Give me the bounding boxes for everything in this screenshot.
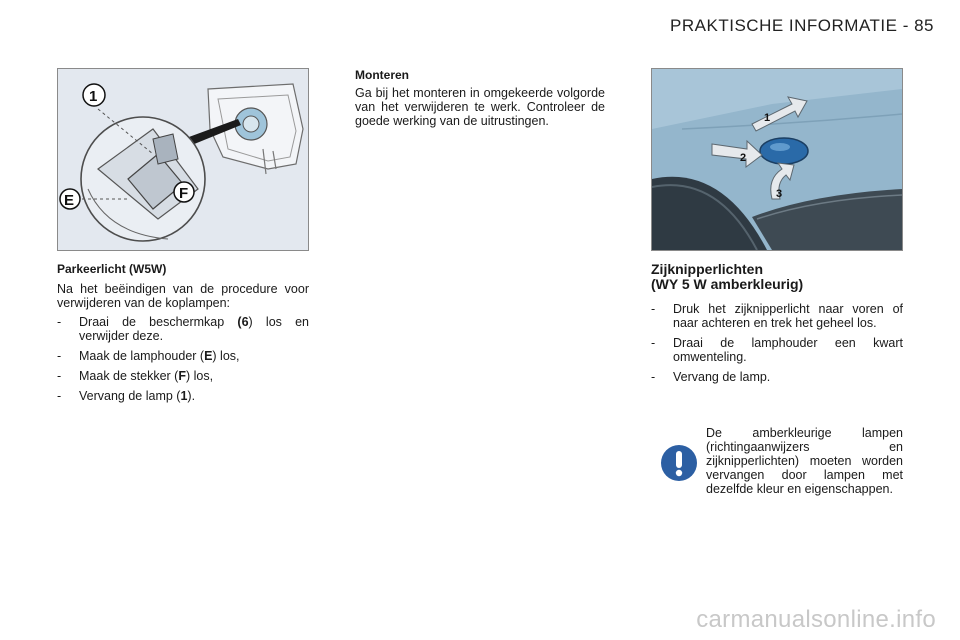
side-indicator-section	[651, 262, 903, 390]
callout-e: E	[64, 192, 75, 209]
parking-light-section	[57, 262, 309, 409]
list-item: - Maak de stekker (F) los,	[57, 369, 214, 383]
side-indicator-title: Zijknipperlichten (WY 5 W amberkleurig)	[651, 261, 804, 292]
side-indicator-steps	[651, 302, 903, 384]
parking-light-figure	[57, 68, 309, 251]
watermark: carmanualsonline.info	[696, 606, 936, 633]
callout-1: 1	[89, 88, 98, 105]
list-item: - Druk het zijknipperlicht naar voren of naar achteren en trek het geheel los.	[651, 302, 903, 330]
callout-f: F	[179, 185, 189, 202]
mounting-heading: Monteren	[355, 68, 409, 82]
callout-3: 3	[776, 188, 783, 200]
mounting-section	[355, 68, 605, 128]
callout-1: 1	[764, 112, 771, 124]
parking-light-intro: Na het beëindigen van de procedure voor verwijderen van de koplampen:	[57, 282, 309, 310]
page-header: PRAKTISCHE INFORMATIE - 85	[670, 16, 934, 35]
list-item: - Maak de lamphouder (E) los,	[57, 349, 240, 363]
list-item: - Draai de lamphouder een kwart omwenteling.	[651, 336, 903, 364]
exclamation-icon	[660, 444, 698, 482]
parking-light-steps	[57, 315, 309, 403]
list-item: - Draai de beschermkap (6) los en verwijder deze.	[57, 315, 309, 343]
callout-2: 2	[740, 152, 747, 164]
side-indicator-figure	[651, 68, 903, 251]
list-item: - Vervang de lamp.	[651, 370, 771, 384]
mounting-body: Ga bij het monteren in omgekeerde volgorde van het verwijderen te werk. Controleer de goede werking van de uitrustingen.	[355, 86, 605, 128]
note-text: De amberkleurige lampen (richtingaanwijzers en zijknipperlichten) moeten worden vervangen door lampen met dezelfde kleur en eigenschappen.	[706, 426, 903, 496]
parking-light-heading: Parkeerlicht (W5W)	[57, 262, 167, 276]
list-item: - Vervang de lamp (1).	[57, 389, 196, 403]
